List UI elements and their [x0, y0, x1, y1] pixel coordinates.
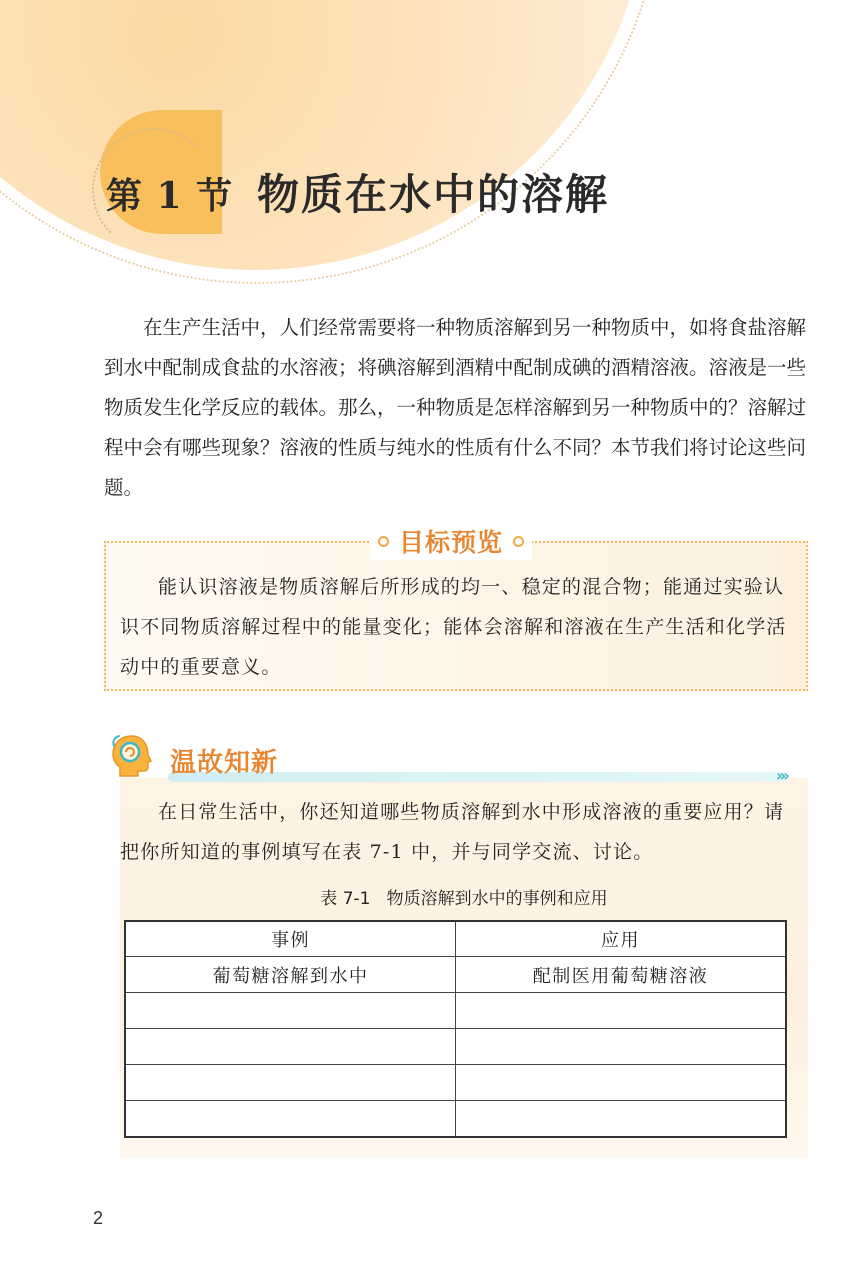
objectives-text: 能认识溶液是物质溶解后所形成的均一、稳定的混合物；能通过实验认识不同物质溶解过程中的能量变化；能体会溶解和溶液在生产生活和化学活动中的重要意义。 — [120, 576, 787, 678]
examples-table — [124, 920, 787, 1138]
table-cell — [456, 1101, 787, 1138]
table-cell — [456, 1029, 787, 1065]
objectives-title: 目标预览 — [399, 528, 504, 557]
review-title: 温故知新 — [170, 748, 279, 778]
table-header-cell: 事例 — [125, 921, 456, 957]
table-caption: 表 7-1 物质溶解到水中的事例和应用 — [320, 889, 608, 909]
table-cell — [125, 1101, 456, 1138]
table-header-cell: 应用 — [456, 921, 787, 957]
dot-icon — [513, 536, 524, 547]
section-title: 物质在水中的溶解 — [257, 170, 610, 219]
table-cell — [456, 993, 787, 1029]
table-row — [125, 1029, 786, 1065]
lightbulb-head-icon — [108, 732, 156, 780]
page-number: 2 — [93, 1208, 104, 1228]
table-cell: 葡萄糖溶解到水中 — [125, 957, 456, 993]
table-row — [125, 993, 786, 1029]
header-dotted-arc — [0, 0, 664, 284]
table-cell — [125, 993, 456, 1029]
table-header-row — [125, 921, 786, 957]
table-cell — [125, 1029, 456, 1065]
table-row — [125, 957, 786, 993]
double-chevron-icon: ››› — [776, 766, 787, 785]
table-cell: 配制医用葡萄糖溶液 — [456, 957, 787, 993]
table-cell — [125, 1065, 456, 1101]
dot-icon — [378, 536, 389, 547]
table-cell — [456, 1065, 787, 1101]
review-text: 在日常生活中，你还知道哪些物质溶解到水中形成溶液的重要应用？请把你所知道的事例填写在表 7-1 中，并与同学交流、讨论。 — [120, 801, 785, 863]
intro-paragraph: 在生产生活中，人们经常需要将一种物质溶解到另一种物质中，如将食盐溶解到水中配制成食盐的水溶液；将碘溶解到酒精中配制成碘的酒精溶液。溶液是一些物质发生化学反应的载体。那么，一种物质是怎样溶解到另一种物质中的？溶解过程中会有哪些现象？溶液的性质与纯水的性质有什么不同？本节我们将讨论这些问题。 — [104, 316, 807, 499]
objectives-header — [370, 522, 532, 560]
table-row — [125, 1101, 786, 1138]
table-row — [125, 1065, 786, 1101]
section-number: 第 1 节 — [106, 175, 234, 217]
